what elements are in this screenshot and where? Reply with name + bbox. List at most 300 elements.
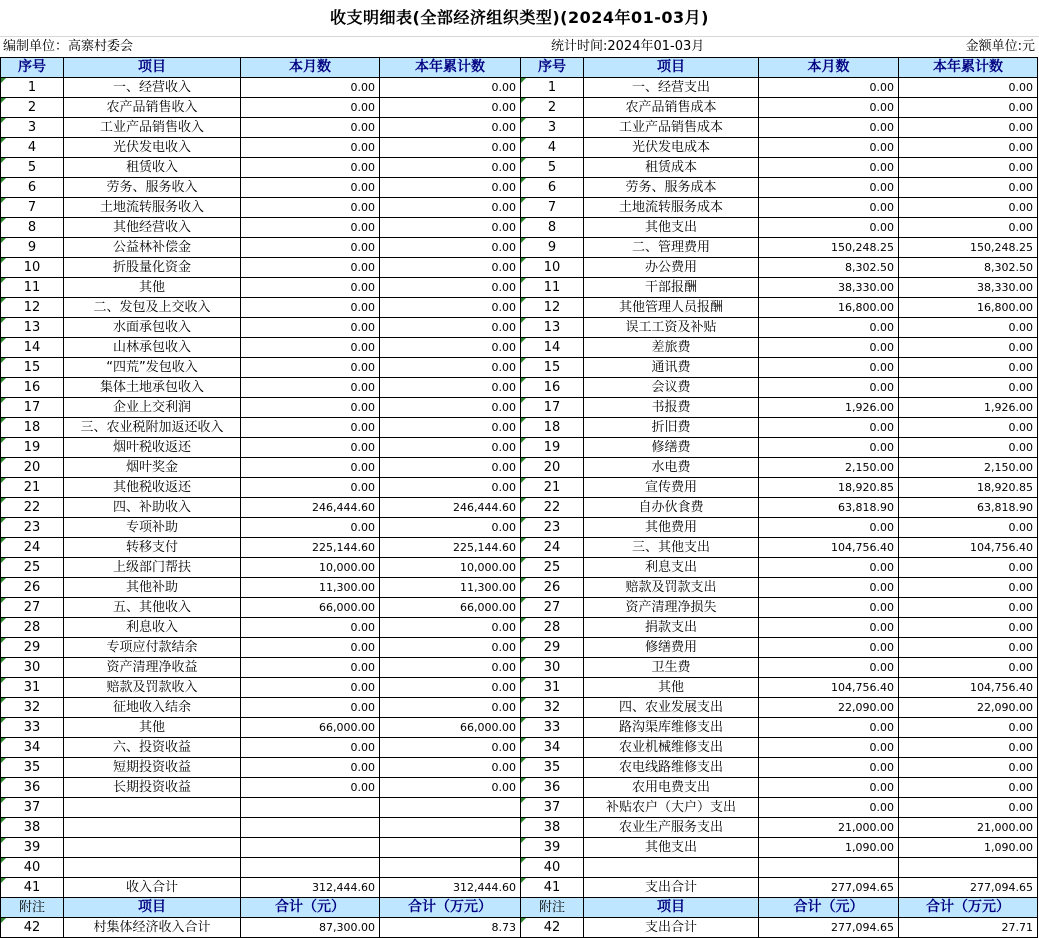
expense-ytd-cell[interactable]: 21,000.00 bbox=[899, 818, 1038, 838]
expense-month-cell[interactable]: 0.00 bbox=[759, 598, 899, 618]
expense-month-cell[interactable]: 0.00 bbox=[759, 518, 899, 538]
expense-seq-cell[interactable]: 30 bbox=[521, 658, 584, 678]
income-month-cell[interactable] bbox=[241, 838, 380, 858]
income-month-cell[interactable]: 0.00 bbox=[241, 378, 380, 398]
expense-ytd-cell[interactable]: 0.00 bbox=[899, 658, 1038, 678]
expense-item-cell[interactable] bbox=[584, 858, 759, 878]
income-seq-cell[interactable]: 24 bbox=[1, 538, 64, 558]
income-month-cell[interactable]: 0.00 bbox=[241, 218, 380, 238]
expense-seq-cell[interactable]: 9 bbox=[521, 238, 584, 258]
expense-item-cell[interactable]: 赔款及罚款支出 bbox=[584, 578, 759, 598]
expense-item-cell[interactable]: 四、农业发展支出 bbox=[584, 698, 759, 718]
expense-seq-cell[interactable]: 38 bbox=[521, 818, 584, 838]
income-ytd-cell[interactable]: 0.00 bbox=[380, 218, 521, 238]
expense-ytd-cell[interactable]: 63,818.90 bbox=[899, 498, 1038, 518]
expense-item-cell[interactable]: 捐款支出 bbox=[584, 618, 759, 638]
income-ytd-header[interactable]: 本年累计数 bbox=[380, 58, 521, 78]
expense-ytd-cell[interactable]: 1,926.00 bbox=[899, 398, 1038, 418]
income-ytd-cell[interactable]: 0.00 bbox=[380, 458, 521, 478]
income-seq-cell[interactable]: 41 bbox=[1, 878, 64, 898]
income-ytd-cell[interactable]: 0.00 bbox=[380, 358, 521, 378]
expense-month-cell[interactable]: 16,800.00 bbox=[759, 298, 899, 318]
expense-ytd-cell[interactable]: 0.00 bbox=[899, 378, 1038, 398]
income-month-cell[interactable] bbox=[241, 798, 380, 818]
expense-item-cell[interactable]: 误工工资及补贴 bbox=[584, 318, 759, 338]
expense-ytd-cell[interactable] bbox=[899, 858, 1038, 878]
income-item-cell[interactable]: 短期投资收益 bbox=[64, 758, 241, 778]
note-total-wan-header[interactable]: 合计（万元） bbox=[380, 898, 521, 918]
income-seq-cell[interactable]: 33 bbox=[1, 718, 64, 738]
expense-seq-cell[interactable]: 28 bbox=[521, 618, 584, 638]
expense-month-cell[interactable]: 0.00 bbox=[759, 578, 899, 598]
expense-seq-cell[interactable]: 29 bbox=[521, 638, 584, 658]
income-item-cell[interactable]: 六、投资收益 bbox=[64, 738, 241, 758]
income-item-cell[interactable]: 土地流转服务收入 bbox=[64, 198, 241, 218]
expense-seq-cell[interactable]: 41 bbox=[521, 878, 584, 898]
income-item-cell[interactable]: 劳务、服务收入 bbox=[64, 178, 241, 198]
income-item-cell[interactable]: 其他经营收入 bbox=[64, 218, 241, 238]
income-seq-cell[interactable]: 16 bbox=[1, 378, 64, 398]
income-item-cell[interactable]: 集体土地承包收入 bbox=[64, 378, 241, 398]
income-month-cell[interactable]: 0.00 bbox=[241, 758, 380, 778]
expense-ytd-cell[interactable]: 0.00 bbox=[899, 198, 1038, 218]
expense-ytd-cell[interactable]: 0.00 bbox=[899, 518, 1038, 538]
expense-seq-cell[interactable]: 26 bbox=[521, 578, 584, 598]
expense-month-cell[interactable]: 0.00 bbox=[759, 118, 899, 138]
income-month-cell[interactable]: 0.00 bbox=[241, 298, 380, 318]
expense-month-cell[interactable]: 0.00 bbox=[759, 658, 899, 678]
expense-item-cell[interactable]: 其他支出 bbox=[584, 838, 759, 858]
income-item-cell[interactable]: 专项补助 bbox=[64, 518, 241, 538]
expense-ytd-cell[interactable]: 0.00 bbox=[899, 78, 1038, 98]
income-ytd-cell[interactable]: 0.00 bbox=[380, 158, 521, 178]
income-seq-cell[interactable]: 15 bbox=[1, 358, 64, 378]
expense-month-cell[interactable]: 2,150.00 bbox=[759, 458, 899, 478]
expense-seq-cell[interactable]: 5 bbox=[521, 158, 584, 178]
expense-item-cell[interactable]: 农业生产服务支出 bbox=[584, 818, 759, 838]
income-ytd-cell[interactable]: 0.00 bbox=[380, 418, 521, 438]
expense-item-cell[interactable]: 其他费用 bbox=[584, 518, 759, 538]
income-month-cell[interactable]: 246,444.60 bbox=[241, 498, 380, 518]
expense-ytd-cell[interactable]: 8,302.50 bbox=[899, 258, 1038, 278]
expense-month-cell[interactable]: 0.00 bbox=[759, 218, 899, 238]
expense-item-cell[interactable]: 书报费 bbox=[584, 398, 759, 418]
income-month-cell[interactable] bbox=[241, 858, 380, 878]
expense-ytd-cell[interactable]: 0.00 bbox=[899, 218, 1038, 238]
note-total-yuan-header[interactable]: 合计（元） bbox=[241, 898, 380, 918]
expense-seq-cell[interactable]: 12 bbox=[521, 298, 584, 318]
income-item-cell[interactable]: 征地收入结余 bbox=[64, 698, 241, 718]
income-item-cell[interactable]: 其他补助 bbox=[64, 578, 241, 598]
expense-seq-cell[interactable]: 16 bbox=[521, 378, 584, 398]
income-seq-cell[interactable]: 10 bbox=[1, 258, 64, 278]
income-ytd-cell[interactable]: 66,000.00 bbox=[380, 718, 521, 738]
expense-month-cell[interactable]: 0.00 bbox=[759, 78, 899, 98]
expense-ytd-cell[interactable]: 0.00 bbox=[899, 738, 1038, 758]
income-ytd-cell[interactable]: 0.00 bbox=[380, 338, 521, 358]
income-item-cell[interactable]: 转移支付 bbox=[64, 538, 241, 558]
expense-item-cell[interactable]: 光伏发电成本 bbox=[584, 138, 759, 158]
income-ytd-cell[interactable]: 0.00 bbox=[380, 278, 521, 298]
expense-month-cell[interactable]: 0.00 bbox=[759, 138, 899, 158]
expense-item-cell[interactable]: 折旧费 bbox=[584, 418, 759, 438]
expense-ytd-cell[interactable]: 0.00 bbox=[899, 578, 1038, 598]
income-month-cell[interactable]: 66,000.00 bbox=[241, 718, 380, 738]
income-ytd-cell[interactable]: 11,300.00 bbox=[380, 578, 521, 598]
expense-item-cell[interactable]: 农用电费支出 bbox=[584, 778, 759, 798]
expense-month-cell[interactable]: 0.00 bbox=[759, 378, 899, 398]
expense-item-cell[interactable]: 修缮费用 bbox=[584, 638, 759, 658]
expense-ytd-cell[interactable]: 0.00 bbox=[899, 138, 1038, 158]
expense-ytd-cell[interactable]: 0.00 bbox=[899, 318, 1038, 338]
expense-month-cell[interactable]: 0.00 bbox=[759, 738, 899, 758]
expense-ytd-cell[interactable]: 0.00 bbox=[899, 798, 1038, 818]
income-seq-cell[interactable]: 18 bbox=[1, 418, 64, 438]
income-month-cell[interactable]: 0.00 bbox=[241, 198, 380, 218]
income-seq-cell[interactable]: 20 bbox=[1, 458, 64, 478]
income-item-cell[interactable]: 烟叶税收返还 bbox=[64, 438, 241, 458]
income-month-cell[interactable]: 0.00 bbox=[241, 638, 380, 658]
income-item-cell[interactable] bbox=[64, 798, 241, 818]
expense-item-cell[interactable]: 差旅费 bbox=[584, 338, 759, 358]
expense-ytd-cell[interactable]: 2,150.00 bbox=[899, 458, 1038, 478]
expense-ytd-cell[interactable]: 16,800.00 bbox=[899, 298, 1038, 318]
income-ytd-cell[interactable]: 0.00 bbox=[380, 138, 521, 158]
income-seq-cell[interactable]: 28 bbox=[1, 618, 64, 638]
income-item-cell[interactable]: 水面承包收入 bbox=[64, 318, 241, 338]
summary-left-wan[interactable]: 8.73 bbox=[380, 918, 521, 938]
income-item-cell[interactable]: 工业产品销售收入 bbox=[64, 118, 241, 138]
expense-item-cell[interactable]: 其他 bbox=[584, 678, 759, 698]
income-item-cell[interactable]: 光伏发电收入 bbox=[64, 138, 241, 158]
income-seq-cell[interactable]: 11 bbox=[1, 278, 64, 298]
income-month-cell[interactable]: 0.00 bbox=[241, 358, 380, 378]
income-item-cell[interactable]: 公益林补偿金 bbox=[64, 238, 241, 258]
expense-month-cell[interactable]: 22,090.00 bbox=[759, 698, 899, 718]
expense-month-cell[interactable]: 0.00 bbox=[759, 198, 899, 218]
expense-seq-cell[interactable]: 24 bbox=[521, 538, 584, 558]
expense-ytd-cell[interactable]: 1,090.00 bbox=[899, 838, 1038, 858]
income-ytd-cell[interactable]: 0.00 bbox=[380, 518, 521, 538]
summary-right-item[interactable]: 支出合计 bbox=[584, 918, 759, 938]
expense-seq-cell[interactable]: 14 bbox=[521, 338, 584, 358]
income-seq-cell[interactable]: 29 bbox=[1, 638, 64, 658]
expense-month-cell[interactable]: 0.00 bbox=[759, 418, 899, 438]
income-seq-cell[interactable]: 4 bbox=[1, 138, 64, 158]
expense-seq-cell[interactable]: 10 bbox=[521, 258, 584, 278]
expense-ytd-cell[interactable]: 0.00 bbox=[899, 758, 1038, 778]
expense-item-cell[interactable]: 劳务、服务成本 bbox=[584, 178, 759, 198]
expense-month-cell[interactable] bbox=[759, 858, 899, 878]
summary-right-wan[interactable]: 27.71 bbox=[899, 918, 1038, 938]
expense-item-cell[interactable]: 宣传费用 bbox=[584, 478, 759, 498]
income-item-cell[interactable] bbox=[64, 818, 241, 838]
expense-seq-cell[interactable]: 13 bbox=[521, 318, 584, 338]
expense-seq-cell[interactable]: 7 bbox=[521, 198, 584, 218]
income-ytd-cell[interactable]: 0.00 bbox=[380, 438, 521, 458]
income-month-cell[interactable]: 0.00 bbox=[241, 778, 380, 798]
income-item-cell[interactable]: 一、经营收入 bbox=[64, 78, 241, 98]
expense-month-cell[interactable]: 0.00 bbox=[759, 618, 899, 638]
income-seq-cell[interactable]: 30 bbox=[1, 658, 64, 678]
income-item-cell[interactable]: 三、农业税附加返还收入 bbox=[64, 418, 241, 438]
income-item-cell[interactable]: 上级部门帮扶 bbox=[64, 558, 241, 578]
expense-month-cell[interactable]: 0.00 bbox=[759, 638, 899, 658]
income-month-cell[interactable]: 0.00 bbox=[241, 318, 380, 338]
income-item-cell[interactable]: 长期投资收益 bbox=[64, 778, 241, 798]
expense-ytd-cell[interactable]: 38,330.00 bbox=[899, 278, 1038, 298]
income-item-cell[interactable]: 其他 bbox=[64, 278, 241, 298]
income-ytd-cell[interactable]: 66,000.00 bbox=[380, 598, 521, 618]
income-item-cell[interactable]: 赔款及罚款收入 bbox=[64, 678, 241, 698]
income-ytd-cell[interactable]: 0.00 bbox=[380, 398, 521, 418]
income-month-cell[interactable]: 0.00 bbox=[241, 258, 380, 278]
expense-month-cell[interactable]: 0.00 bbox=[759, 358, 899, 378]
expense-ytd-cell[interactable]: 0.00 bbox=[899, 338, 1038, 358]
summary-left-yuan[interactable]: 87,300.00 bbox=[241, 918, 380, 938]
income-seq-cell[interactable]: 7 bbox=[1, 198, 64, 218]
income-seq-cell[interactable]: 17 bbox=[1, 398, 64, 418]
income-seq-header[interactable]: 序号 bbox=[1, 58, 64, 78]
expense-ytd-cell[interactable]: 22,090.00 bbox=[899, 698, 1038, 718]
expense-seq-cell[interactable]: 37 bbox=[521, 798, 584, 818]
expense-item-cell[interactable]: 自办伙食费 bbox=[584, 498, 759, 518]
expense-seq-cell[interactable]: 11 bbox=[521, 278, 584, 298]
income-seq-cell[interactable]: 2 bbox=[1, 98, 64, 118]
income-seq-cell[interactable]: 13 bbox=[1, 318, 64, 338]
income-seq-cell[interactable]: 40 bbox=[1, 858, 64, 878]
expense-item-cell[interactable]: 利息支出 bbox=[584, 558, 759, 578]
income-ytd-cell[interactable]: 0.00 bbox=[380, 238, 521, 258]
income-seq-cell[interactable]: 19 bbox=[1, 438, 64, 458]
income-seq-cell[interactable]: 22 bbox=[1, 498, 64, 518]
expense-month-cell[interactable]: 0.00 bbox=[759, 778, 899, 798]
expense-seq-cell[interactable]: 35 bbox=[521, 758, 584, 778]
expense-ytd-cell[interactable]: 0.00 bbox=[899, 598, 1038, 618]
income-ytd-cell[interactable] bbox=[380, 818, 521, 838]
expense-ytd-cell[interactable]: 0.00 bbox=[899, 618, 1038, 638]
expense-seq-cell[interactable]: 39 bbox=[521, 838, 584, 858]
income-month-cell[interactable]: 0.00 bbox=[241, 738, 380, 758]
income-seq-cell[interactable]: 3 bbox=[1, 118, 64, 138]
note-total-yuan-header-right[interactable]: 合计（元） bbox=[759, 898, 899, 918]
income-seq-cell[interactable]: 12 bbox=[1, 298, 64, 318]
expense-month-cell[interactable]: 1,926.00 bbox=[759, 398, 899, 418]
expense-ytd-cell[interactable]: 104,756.40 bbox=[899, 538, 1038, 558]
expense-month-cell[interactable]: 0.00 bbox=[759, 98, 899, 118]
income-seq-cell[interactable]: 36 bbox=[1, 778, 64, 798]
expense-ytd-cell[interactable]: 0.00 bbox=[899, 638, 1038, 658]
expense-month-cell[interactable]: 0.00 bbox=[759, 758, 899, 778]
income-ytd-cell[interactable]: 10,000.00 bbox=[380, 558, 521, 578]
income-ytd-cell[interactable]: 0.00 bbox=[380, 378, 521, 398]
income-ytd-cell[interactable]: 225,144.60 bbox=[380, 538, 521, 558]
expense-ytd-cell[interactable]: 0.00 bbox=[899, 178, 1038, 198]
income-seq-cell[interactable]: 8 bbox=[1, 218, 64, 238]
expense-item-cell[interactable]: 土地流转服务成本 bbox=[584, 198, 759, 218]
income-item-cell[interactable]: 利息收入 bbox=[64, 618, 241, 638]
expense-seq-cell[interactable]: 1 bbox=[521, 78, 584, 98]
income-seq-cell[interactable]: 35 bbox=[1, 758, 64, 778]
expense-seq-cell[interactable]: 6 bbox=[521, 178, 584, 198]
expense-seq-cell[interactable]: 4 bbox=[521, 138, 584, 158]
income-month-cell[interactable]: 0.00 bbox=[241, 518, 380, 538]
income-ytd-cell[interactable]: 0.00 bbox=[380, 118, 521, 138]
income-month-cell[interactable]: 0.00 bbox=[241, 178, 380, 198]
expense-item-cell[interactable]: 农业机械维修支出 bbox=[584, 738, 759, 758]
income-seq-cell[interactable]: 32 bbox=[1, 698, 64, 718]
expense-month-header[interactable]: 本月数 bbox=[759, 58, 899, 78]
income-item-cell[interactable]: 折股量化资金 bbox=[64, 258, 241, 278]
expense-seq-cell[interactable]: 33 bbox=[521, 718, 584, 738]
expense-ytd-cell[interactable]: 0.00 bbox=[899, 418, 1038, 438]
expense-item-cell[interactable]: 路沟渠库维修支出 bbox=[584, 718, 759, 738]
note-label-right[interactable]: 附注 bbox=[521, 898, 584, 918]
expense-item-cell[interactable]: 农电线路维修支出 bbox=[584, 758, 759, 778]
income-item-cell[interactable]: 五、其他收入 bbox=[64, 598, 241, 618]
income-ytd-cell[interactable]: 0.00 bbox=[380, 618, 521, 638]
expense-item-cell[interactable]: 工业产品销售成本 bbox=[584, 118, 759, 138]
income-item-cell[interactable] bbox=[64, 858, 241, 878]
expense-ytd-cell[interactable]: 0.00 bbox=[899, 98, 1038, 118]
income-ytd-cell[interactable]: 0.00 bbox=[380, 778, 521, 798]
income-month-cell[interactable]: 0.00 bbox=[241, 398, 380, 418]
income-item-cell[interactable]: 租赁收入 bbox=[64, 158, 241, 178]
income-month-cell[interactable]: 0.00 bbox=[241, 478, 380, 498]
income-item-cell[interactable]: 专项应付款结余 bbox=[64, 638, 241, 658]
expense-seq-cell[interactable]: 25 bbox=[521, 558, 584, 578]
income-ytd-cell[interactable]: 0.00 bbox=[380, 698, 521, 718]
expense-seq-cell[interactable]: 27 bbox=[521, 598, 584, 618]
income-ytd-cell[interactable]: 0.00 bbox=[380, 678, 521, 698]
income-month-cell[interactable]: 11,300.00 bbox=[241, 578, 380, 598]
income-month-header[interactable]: 本月数 bbox=[241, 58, 380, 78]
income-month-cell[interactable]: 0.00 bbox=[241, 78, 380, 98]
expense-seq-cell[interactable]: 20 bbox=[521, 458, 584, 478]
expense-seq-cell[interactable]: 3 bbox=[521, 118, 584, 138]
expense-month-cell[interactable]: 8,302.50 bbox=[759, 258, 899, 278]
income-ytd-cell[interactable]: 0.00 bbox=[380, 178, 521, 198]
expense-ytd-cell[interactable]: 18,920.85 bbox=[899, 478, 1038, 498]
expense-month-cell[interactable]: 0.00 bbox=[759, 558, 899, 578]
expense-ytd-header[interactable]: 本年累计数 bbox=[899, 58, 1038, 78]
income-seq-cell[interactable]: 21 bbox=[1, 478, 64, 498]
expense-month-cell[interactable]: 277,094.65 bbox=[759, 878, 899, 898]
income-month-cell[interactable]: 0.00 bbox=[241, 338, 380, 358]
expense-item-cell[interactable]: 办公费用 bbox=[584, 258, 759, 278]
income-ytd-cell[interactable] bbox=[380, 838, 521, 858]
income-ytd-cell[interactable]: 0.00 bbox=[380, 478, 521, 498]
expense-item-cell[interactable]: 农产品销售成本 bbox=[584, 98, 759, 118]
expense-seq-cell[interactable]: 2 bbox=[521, 98, 584, 118]
income-month-cell[interactable]: 0.00 bbox=[241, 618, 380, 638]
expense-item-cell[interactable]: 一、经营支出 bbox=[584, 78, 759, 98]
income-seq-cell[interactable]: 9 bbox=[1, 238, 64, 258]
expense-seq-cell[interactable]: 18 bbox=[521, 418, 584, 438]
expense-month-cell[interactable]: 38,330.00 bbox=[759, 278, 899, 298]
income-month-cell[interactable]: 0.00 bbox=[241, 418, 380, 438]
expense-item-cell[interactable]: 修缮费 bbox=[584, 438, 759, 458]
expense-month-cell[interactable]: 21,000.00 bbox=[759, 818, 899, 838]
income-month-cell[interactable]: 0.00 bbox=[241, 458, 380, 478]
income-item-cell[interactable]: 其他 bbox=[64, 718, 241, 738]
expense-seq-cell[interactable]: 23 bbox=[521, 518, 584, 538]
expense-seq-cell[interactable]: 36 bbox=[521, 778, 584, 798]
income-ytd-cell[interactable]: 0.00 bbox=[380, 758, 521, 778]
expense-seq-cell[interactable]: 22 bbox=[521, 498, 584, 518]
expense-seq-cell[interactable]: 19 bbox=[521, 438, 584, 458]
summary-left-item[interactable]: 村集体经济收入合计 bbox=[64, 918, 241, 938]
expense-item-cell[interactable]: 支出合计 bbox=[584, 878, 759, 898]
expense-month-cell[interactable]: 63,818.90 bbox=[759, 498, 899, 518]
expense-month-cell[interactable]: 18,920.85 bbox=[759, 478, 899, 498]
income-item-cell[interactable]: 二、发包及上交收入 bbox=[64, 298, 241, 318]
expense-item-cell[interactable]: 三、其他支出 bbox=[584, 538, 759, 558]
expense-ytd-cell[interactable]: 0.00 bbox=[899, 358, 1038, 378]
income-ytd-cell[interactable]: 0.00 bbox=[380, 258, 521, 278]
income-ytd-cell[interactable] bbox=[380, 798, 521, 818]
income-month-cell[interactable]: 0.00 bbox=[241, 98, 380, 118]
expense-item-cell[interactable]: 会议费 bbox=[584, 378, 759, 398]
expense-seq-cell[interactable]: 34 bbox=[521, 738, 584, 758]
income-item-cell[interactable] bbox=[64, 838, 241, 858]
income-item-cell[interactable]: 其他税收返还 bbox=[64, 478, 241, 498]
income-seq-cell[interactable]: 38 bbox=[1, 818, 64, 838]
expense-ytd-cell[interactable]: 277,094.65 bbox=[899, 878, 1038, 898]
expense-item-cell[interactable]: 补贴农户（大户）支出 bbox=[584, 798, 759, 818]
income-month-cell[interactable]: 0.00 bbox=[241, 698, 380, 718]
income-ytd-cell[interactable]: 0.00 bbox=[380, 78, 521, 98]
income-month-cell[interactable]: 0.00 bbox=[241, 658, 380, 678]
income-item-cell[interactable]: 收入合计 bbox=[64, 878, 241, 898]
income-seq-cell[interactable]: 26 bbox=[1, 578, 64, 598]
expense-ytd-cell[interactable]: 0.00 bbox=[899, 158, 1038, 178]
note-label[interactable]: 附注 bbox=[1, 898, 64, 918]
expense-month-cell[interactable]: 0.00 bbox=[759, 178, 899, 198]
expense-month-cell[interactable]: 1,090.00 bbox=[759, 838, 899, 858]
income-seq-cell[interactable]: 37 bbox=[1, 798, 64, 818]
note-total-wan-header-right[interactable]: 合计（万元） bbox=[899, 898, 1038, 918]
income-seq-cell[interactable]: 6 bbox=[1, 178, 64, 198]
income-month-cell[interactable] bbox=[241, 818, 380, 838]
income-ytd-cell[interactable]: 0.00 bbox=[380, 318, 521, 338]
income-ytd-cell[interactable]: 0.00 bbox=[380, 198, 521, 218]
income-month-cell[interactable]: 0.00 bbox=[241, 238, 380, 258]
income-seq-cell[interactable]: 25 bbox=[1, 558, 64, 578]
expense-item-header[interactable]: 项目 bbox=[584, 58, 759, 78]
income-month-cell[interactable]: 0.00 bbox=[241, 438, 380, 458]
income-seq-cell[interactable]: 39 bbox=[1, 838, 64, 858]
income-month-cell[interactable]: 0.00 bbox=[241, 278, 380, 298]
expense-ytd-cell[interactable]: 0.00 bbox=[899, 438, 1038, 458]
income-seq-cell[interactable]: 34 bbox=[1, 738, 64, 758]
summary-right-seq[interactable]: 42 bbox=[521, 918, 584, 938]
income-month-cell[interactable]: 312,444.60 bbox=[241, 878, 380, 898]
income-ytd-cell[interactable]: 0.00 bbox=[380, 658, 521, 678]
expense-month-cell[interactable]: 0.00 bbox=[759, 438, 899, 458]
expense-month-cell[interactable]: 150,248.25 bbox=[759, 238, 899, 258]
income-ytd-cell[interactable]: 0.00 bbox=[380, 98, 521, 118]
expense-item-cell[interactable]: 其他管理人员报酬 bbox=[584, 298, 759, 318]
income-month-cell[interactable]: 225,144.60 bbox=[241, 538, 380, 558]
income-month-cell[interactable]: 0.00 bbox=[241, 118, 380, 138]
income-month-cell[interactable]: 10,000.00 bbox=[241, 558, 380, 578]
expense-month-cell[interactable]: 104,756.40 bbox=[759, 678, 899, 698]
income-seq-cell[interactable]: 23 bbox=[1, 518, 64, 538]
expense-ytd-cell[interactable]: 0.00 bbox=[899, 118, 1038, 138]
expense-seq-cell[interactable]: 31 bbox=[521, 678, 584, 698]
income-seq-cell[interactable]: 14 bbox=[1, 338, 64, 358]
